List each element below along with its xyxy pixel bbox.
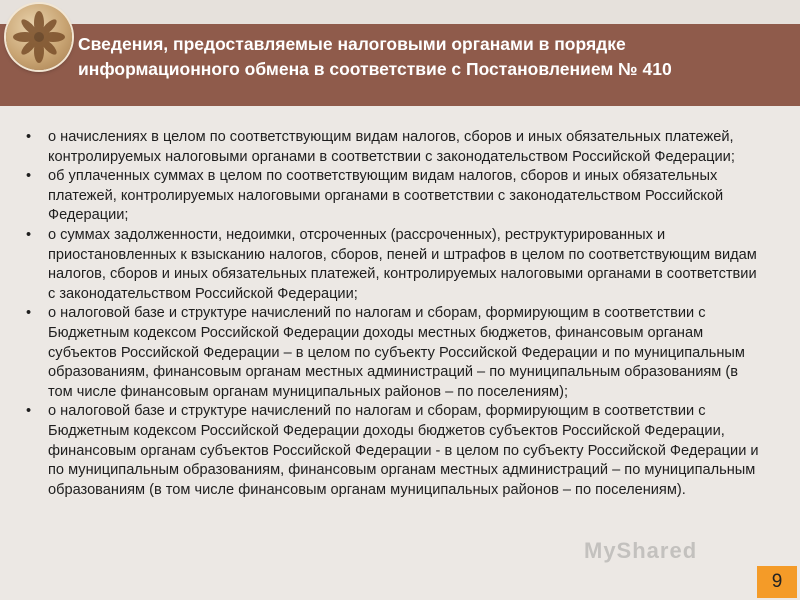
- list-item-text: о начислениях в целом по соответствующим видам налогов, сборов и иных обязательных платежей, контролируемых налоговыми органами в соответствии с законодательством Российской Федерации;: [48, 129, 735, 165]
- list-item-text: о налоговой базе и структуре начислений по налогам и сборам, формирующим в соответствии с Бюджетным кодексом Российской Федерации доходы местных бюджетов, финансовым органам субъектов Российской Федерации – в целом по субъекту Российской Федерации и по муниципальным образованиям, финансовым органам местных администраций – по муниципальным образованиям (в том числе финансовым органам муниципальных районов – по поселениям);: [48, 305, 745, 400]
- ornament-emblem-icon: [6, 4, 72, 70]
- bullet-icon: •: [26, 168, 32, 185]
- list-item-text: о суммах задолженности, недоимки, отсроченных (рассроченных), реструктурированных и приостановленных к взысканию налогов, сборов, пеней и штрафов в целом по соответствующим видам налогов, сборов и иных обязательных платежей, контролируемых налоговыми органами в соответствии с законодательством Российской Федерации;: [48, 226, 757, 302]
- slide-title: Сведения, предоставляемые налоговыми органами в порядке информационного обмена в соответствие с Постановлением № 410: [78, 34, 672, 79]
- bullet-icon: •: [26, 129, 32, 145]
- list-item: [26, 304, 766, 402]
- page-number: 9: [757, 566, 797, 598]
- list-item-text: об уплаченных суммах в целом по соответствующим видам налогов, сборов и иных обязательных платежей, контролируемых налоговыми органами в соответствии с законодательством Российской Федерации;: [48, 168, 724, 224]
- list-item: [26, 167, 766, 226]
- bullet-list: [26, 128, 766, 500]
- watermark-logo: MyShared: [584, 538, 698, 563]
- list-item-text: о налоговой базе и структуре начислений по налогам и сборам, формирующим в соответствии с Бюджетным кодексом Российской Федерации доходы бюджетов субъектов Российской Федерации, финансовым органам субъектов Российской Федерации - в целом по субъекту Российской Федерации и по муниципальным образованиям, финансовым органам местных администраций – по муниципальным образованиям (в том числе финансовым органам муниципальных районов – по поселениям).: [48, 403, 759, 498]
- slide-header: [0, 24, 800, 106]
- bullet-icon: •: [26, 226, 32, 243]
- list-item: [26, 402, 766, 500]
- list-item: [26, 128, 766, 167]
- bullet-icon: •: [26, 305, 32, 322]
- list-item: [26, 226, 766, 304]
- top-band: [0, 0, 800, 24]
- bullet-icon: •: [26, 403, 32, 420]
